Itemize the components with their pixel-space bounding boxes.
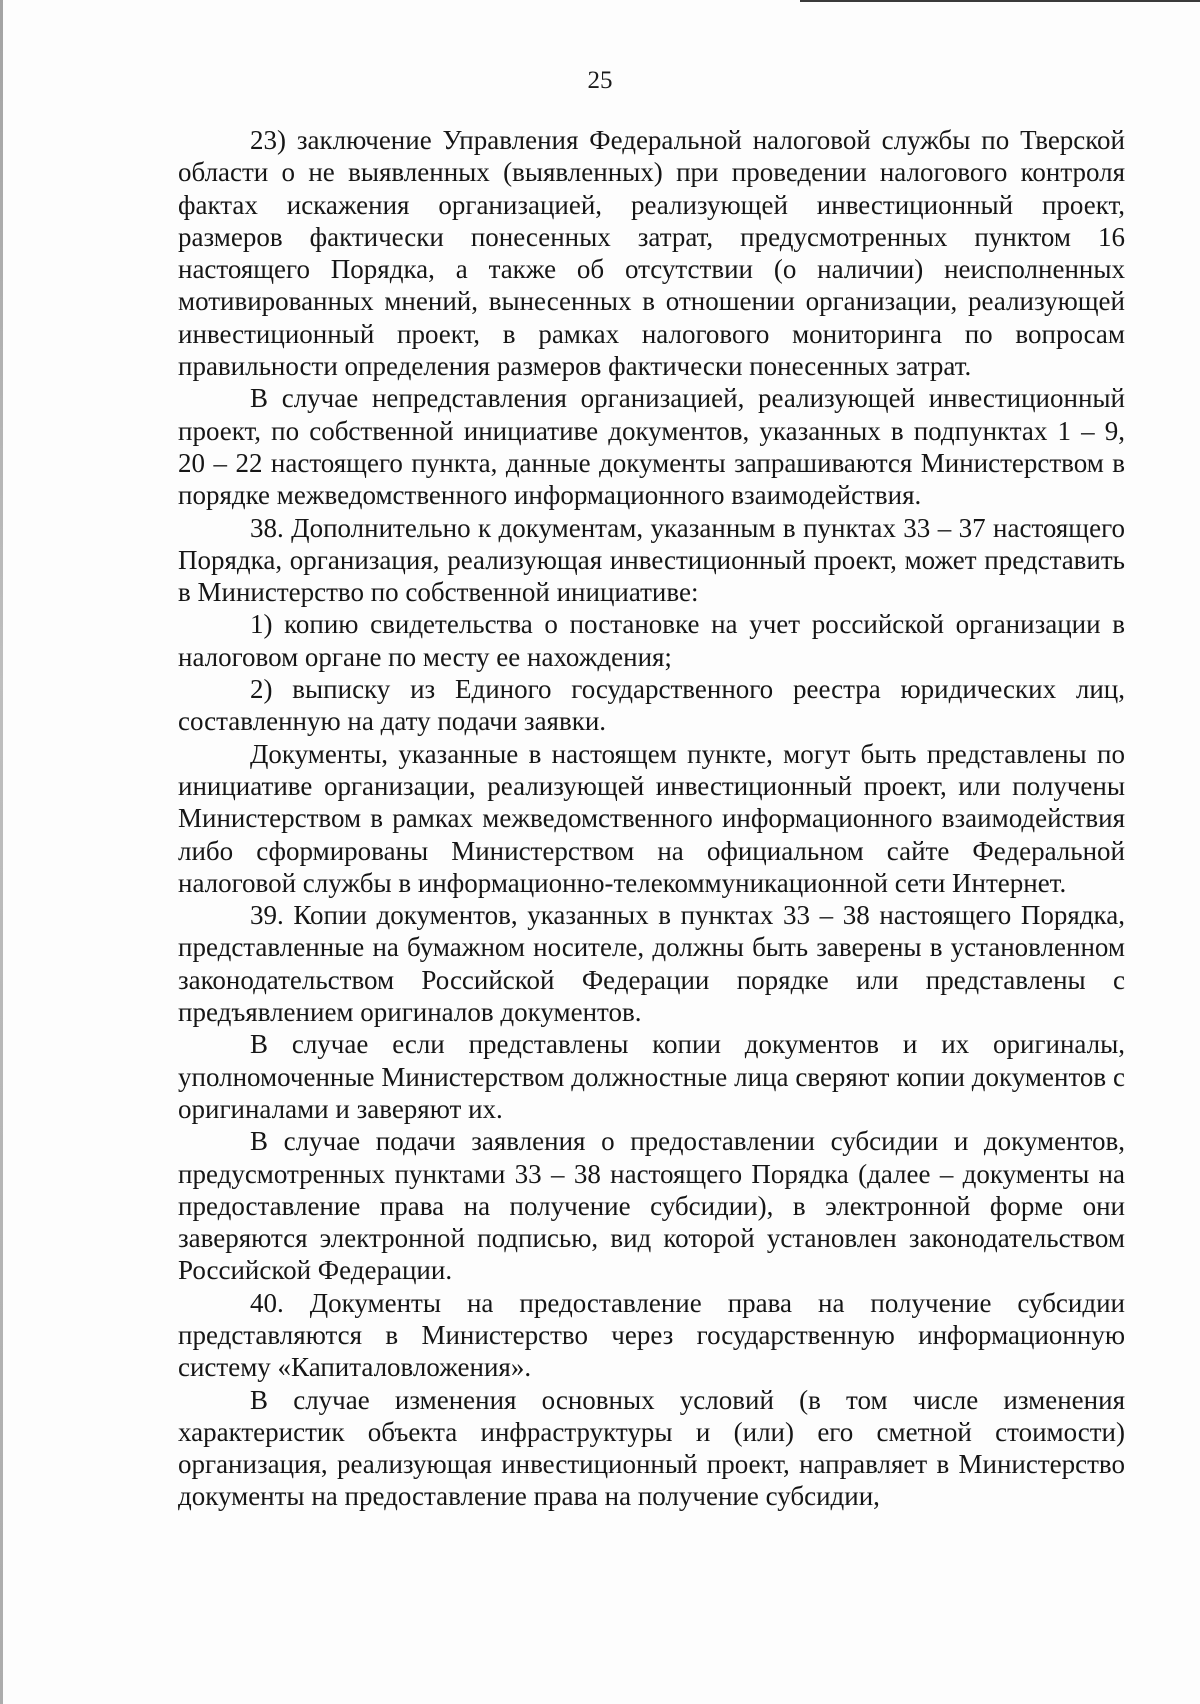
- paragraph-item-39: 39. Копии документов, указанных в пунктах 33 – 38 настоящего Порядка, представленные на бумажном носителе, должны быть заверены в установленном законодательством Российской Федерации порядке или представлены с предъявлением оригиналов документов.: [178, 900, 1125, 1028]
- paragraph-nonsubmission-request: В случае непредставления организацией, реализующей инвестиционный проект, по собственной инициативе документов, указанных в подпунктах 1 – 9, 20 – 22 настоящего пункта, данные документы запрашиваются Министерством в порядке межведомственного информационного взаимодействия.: [178, 383, 1125, 511]
- paragraph-item-38: 38. Дополнительно к документам, указанным в пунктах 33 – 37 настоящего Порядка, организация, реализующая инвестиционный проект, может представить в Министерство по собственной инициативе:: [178, 512, 1125, 608]
- scan-left-edge-shadow: [0, 0, 3, 1704]
- document-body: [178, 124, 1125, 1513]
- paragraph-subitem-2: 2) выписку из Единого государственного реестра юридических лиц, составленную на дату подачи заявки.: [178, 674, 1125, 737]
- paragraph-subitem-1: 1) копию свидетельства о постановке на учет российской организации в налоговом органе по месту ее нахождения;: [178, 609, 1125, 672]
- paragraph-copies-verification: В случае если представлены копии документов и их оригиналы, уполномоченные Министерством должностные лица сверяют копии документов с оригиналами и заверяют их.: [178, 1029, 1125, 1124]
- paragraph-electronic-signature: В случае подачи заявления о предоставлении субсидии и документов, предусмотренных пунктами 33 – 38 настоящего Порядка (далее – документы на предоставление права на получение субсидии), в электронной форме они заверяются электронной подписью, вид которой установлен законодательством Российской Федерации.: [178, 1126, 1125, 1286]
- paragraph-documents-obtained: Документы, указанные в настоящем пункте, могут быть представлены по инициативе организации, реализующей инвестиционный проект, или получены Министерством в рамках межведомственного информационного взаимодействия либо сформированы Министерством на официальном сайте Федеральной налоговой службы в информационно-телекоммуникационной сети Интернет.: [178, 738, 1125, 898]
- paragraph-subitem-23: 23) заключение Управления Федеральной налоговой службы по Тверской области о не выявленных (выявленных) при проведении налогового контроля фактах искажения организацией, реализующей инвестиционный проект, размеров фактически понесенных затрат, предусмотренных пунктом 16 настоящего Порядка, а также об отсутствии (о наличии) неисполненных мотивированных мнений, вынесенных в отношении организации, реализующей инвестиционный проект, в рамках налогового мониторинга по вопросам правильности определения размеров фактически понесенных затрат.: [178, 125, 1125, 382]
- scan-top-edge-line: [800, 0, 1200, 2]
- paragraph-conditions-change: В случае изменения основных условий (в том числе изменения характеристик объекта инфраструктуры и (или) его сметной стоимости) организация, реализующая инвестиционный проект, направляет в Министерство документы на предоставление права на получение субсидии,: [178, 1384, 1125, 1512]
- page-number: 25: [587, 67, 613, 94]
- paragraph-item-40: 40. Документы на предоставление права на получение субсидии представляются в Министерство через государственную информационную систему «Капиталовложения».: [178, 1287, 1125, 1383]
